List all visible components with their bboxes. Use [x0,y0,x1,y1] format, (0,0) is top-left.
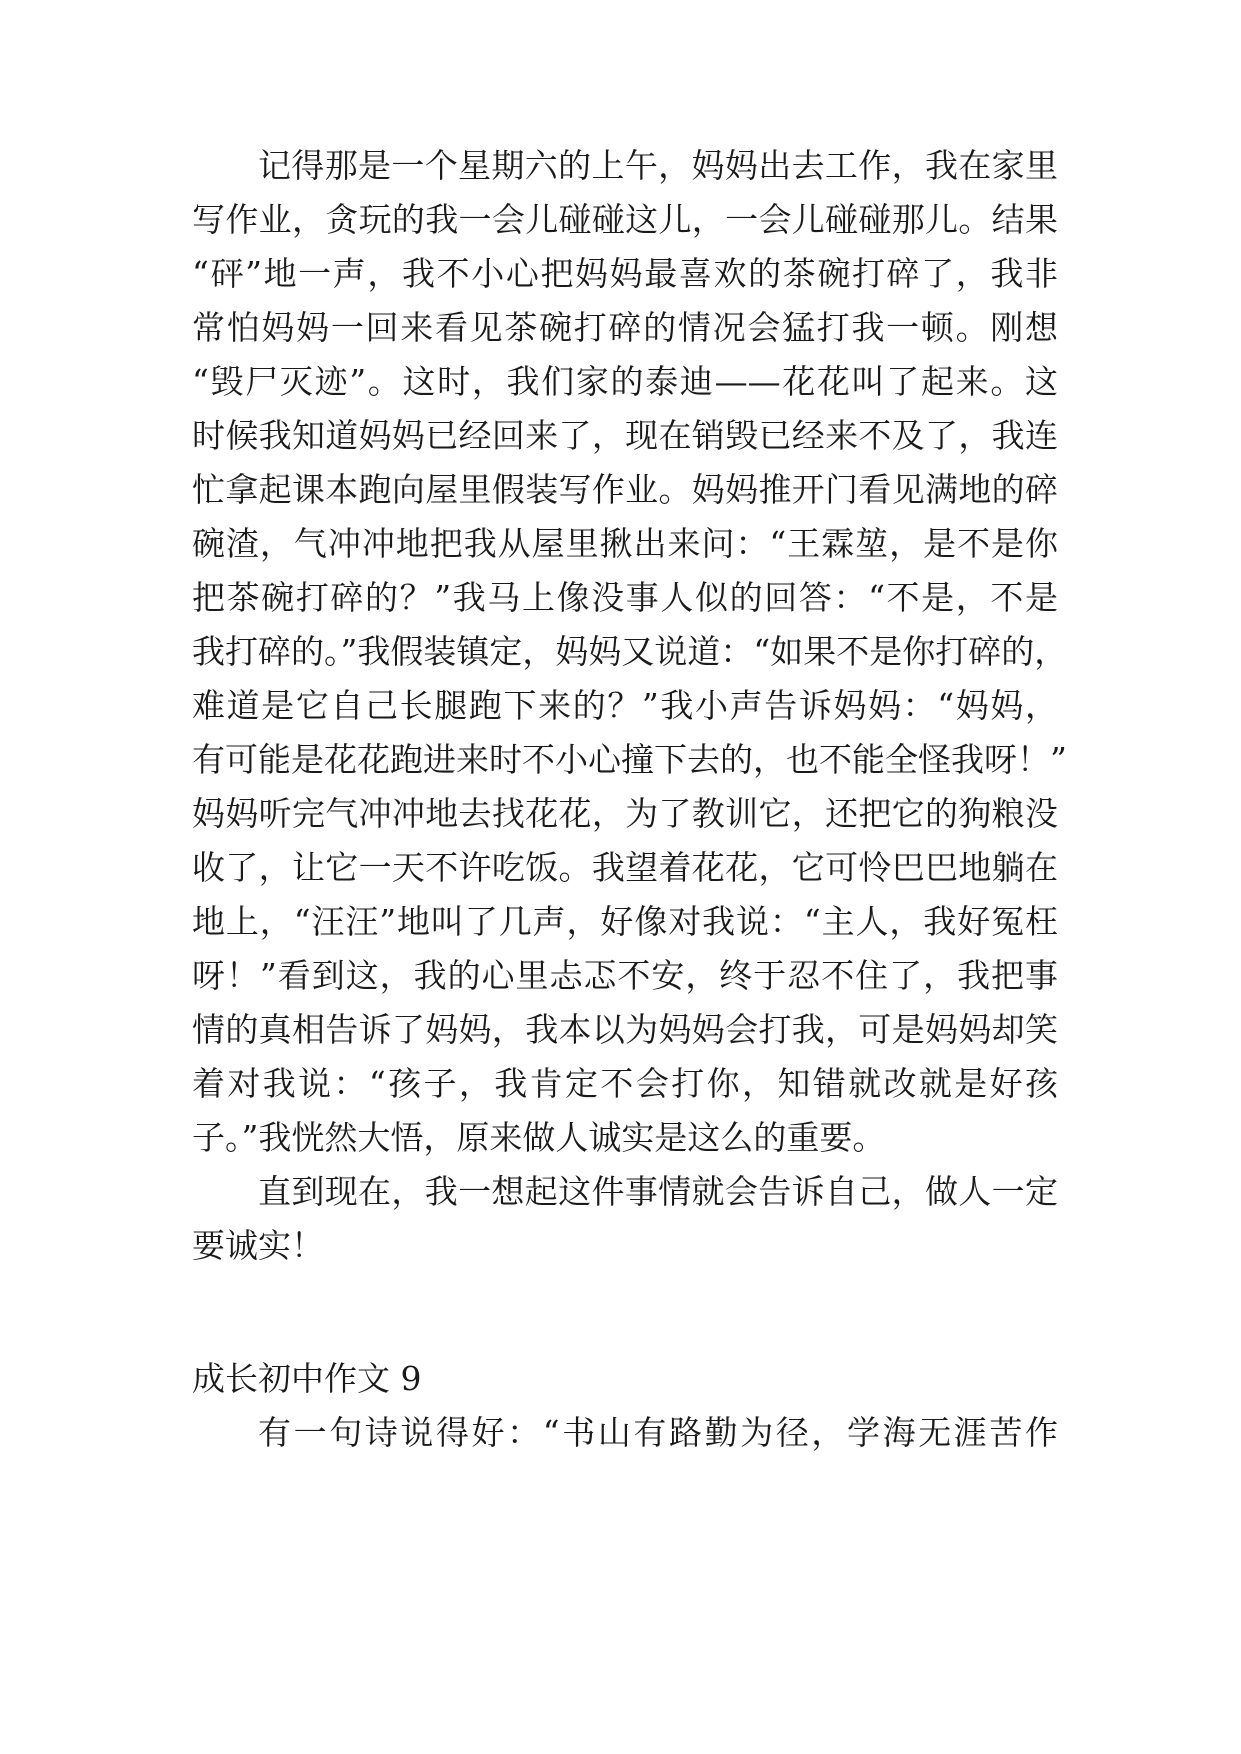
paragraph-1-line-2: 写作业，贪玩的我一会儿碰碰这儿，一会儿碰碰那儿。结果 [192,200,1058,239]
paragraph-1-line-17: 情的真相告诉了妈妈，我本以为妈妈会打我，可是妈妈却笑 [192,1010,1058,1049]
paragraph-2-line-2: 要诚实！ [192,1226,324,1265]
paragraph-1-line-1: 记得那是一个星期六的上午，妈妈出去工作，我在家里 [258,146,1058,185]
paragraph-1-line-13: 妈妈听完气冲冲地去找花花，为了教训它，还把它的狗粮没 [192,794,1058,833]
paragraph-2-line-1: 直到现在，我一想起这件事情就会告诉自己，做人一定 [258,1172,1058,1211]
paragraph-3-line-1: 有一句诗说得好：“书山有路勤为径，学海无涯苦作 [258,1413,1058,1452]
paragraph-1-line-4: 常怕妈妈一回来看见茶碗打碎的情况会猛打我一顿。刚想 [192,308,1058,347]
paragraph-1-line-12: 有可能是花花跑进来时不小心撞下去的，也不能全怪我呀！” [192,740,1067,779]
paragraph-1-line-8: 碗渣，气冲冲地把我从屋里揪出来问：“王霖堃，是不是你 [192,524,1058,563]
paragraph-1-line-10: 我打碎的。”我假装镇定，妈妈又说道：“如果不是你打碎的， [192,632,1068,671]
paragraph-1-line-6: 时候我知道妈妈已经回来了，现在销毁已经来不及了，我连 [192,416,1058,455]
section-heading: 成长初中作文 9 [192,1359,422,1398]
paragraph-1-line-19: 子。”我恍然大悟，原来做人诚实是这么的重要。 [192,1118,886,1157]
paragraph-1-line-7: 忙拿起课本跑向屋里假装写作业。妈妈推开门看见满地的碎 [192,470,1058,509]
paragraph-1-line-16: 呀！”看到这，我的心里忐忑不安，终于忍不住了，我把事 [192,956,1058,995]
paragraph-1-line-18: 着对我说：“孩子，我肯定不会打你，知错就改就是好孩 [192,1064,1058,1103]
paragraph-1-line-9: 把茶碗打碎的？”我马上像没事人似的回答：“不是，不是 [192,578,1058,617]
paragraph-1-line-3: “砰”地一声，我不小心把妈妈最喜欢的茶碗打碎了，我非 [192,254,1058,293]
paragraph-1-line-11: 难道是它自己长腿跑下来的？”我小声告诉妈妈：“妈妈， [192,686,1058,725]
paragraph-1-line-15: 地上，“汪汪”地叫了几声，好像对我说：“主人，我好冤枉 [192,902,1058,941]
paragraph-1-line-5: “毁尸灭迹”。这时，我们家的泰迪——花花叫了起来。这 [192,362,1058,401]
paragraph-1-line-14: 收了，让它一天不许吃饭。我望着花花，它可怜巴巴地躺在 [192,848,1058,887]
